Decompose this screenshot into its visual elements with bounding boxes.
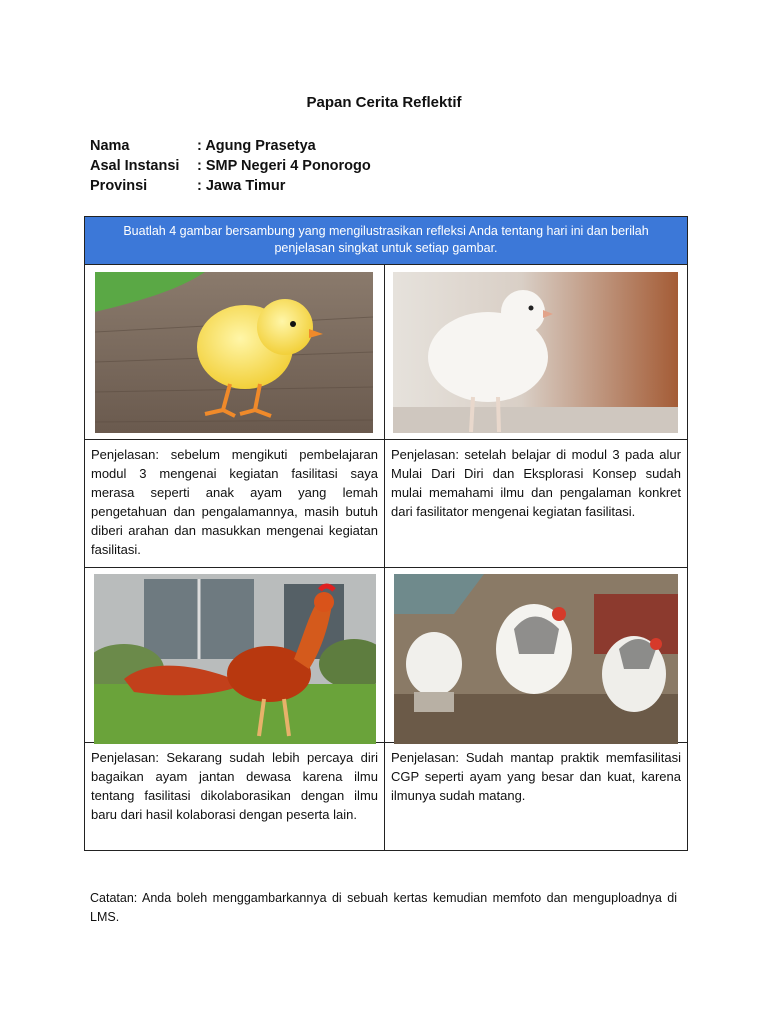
panel-3-explanation: Penjelasan: Sekarang sudah lebih percaya diri bagaikan ayam jantan dewasa karena ilmu tentang fasilitasi dikolaborasikan dengan ilmu baru dari hasil kolaborasi dengan peserta lain. — [85, 743, 385, 851]
panel-1-explanation: Penjelasan: sebelum mengikuti pembelajaran modul 3 mengenai kegiatan fasilitasi saya merasa seperti anak ayam yang lemah pengetahuan dan pengalamannya, masih butuh diberi arahan dan masukkan mengenai kegiatan fasilitasi. — [85, 440, 385, 568]
nama-label: Nama — [90, 138, 130, 154]
panel-4-image-cell — [385, 568, 688, 743]
panel-4-explanation: Penjelasan: Sudah mantap praktik memfasilitasi CGP seperti ayam yang besar dan kuat, karena ilmunya sudah matang. — [385, 743, 688, 851]
instansi-row — [90, 158, 371, 178]
nama-row — [90, 138, 371, 158]
panel-2-explanation: Penjelasan: setelah belajar di modul 3 pada alur Mulai Dari Diri dan Eksplorasi Konsep sudah mulai memahami ilmu dan pengalaman konkret dari fasilitator mengenai kegiatan fasilitasi. — [385, 440, 688, 568]
panel-1-image-cell — [85, 265, 385, 440]
provinsi-value: : Jawa Timur — [197, 178, 286, 194]
nama-value: : Agung Prasetya — [197, 138, 316, 154]
provinsi-row — [90, 178, 371, 198]
footnote: Catatan: Anda boleh menggambarkannya di sebuah kertas kemudian memfoto dan menguploadnya di LMS. — [90, 891, 677, 924]
identity-block — [90, 138, 371, 198]
red-rooster-photo — [94, 574, 376, 744]
story-board-table — [84, 216, 688, 851]
panel-2-image-cell — [385, 265, 688, 440]
white-brahma-chickens-photo — [394, 574, 678, 744]
instansi-label: Asal Instansi — [90, 158, 180, 174]
page-title: Papan Cerita Reflektif — [306, 94, 462, 111]
panel-3-image-cell — [85, 568, 385, 743]
instansi-value: : SMP Negeri 4 Ponorogo — [197, 158, 371, 174]
yellow-chick-photo — [95, 272, 373, 433]
white-chick-photo — [393, 272, 678, 433]
provinsi-label: Provinsi — [90, 178, 148, 194]
instruction-header: Buatlah 4 gambar bersambung yang mengilustrasikan refleksi Anda tentang hari ini dan berilah penjelasan singkat untuk setiap gambar. — [85, 217, 688, 265]
